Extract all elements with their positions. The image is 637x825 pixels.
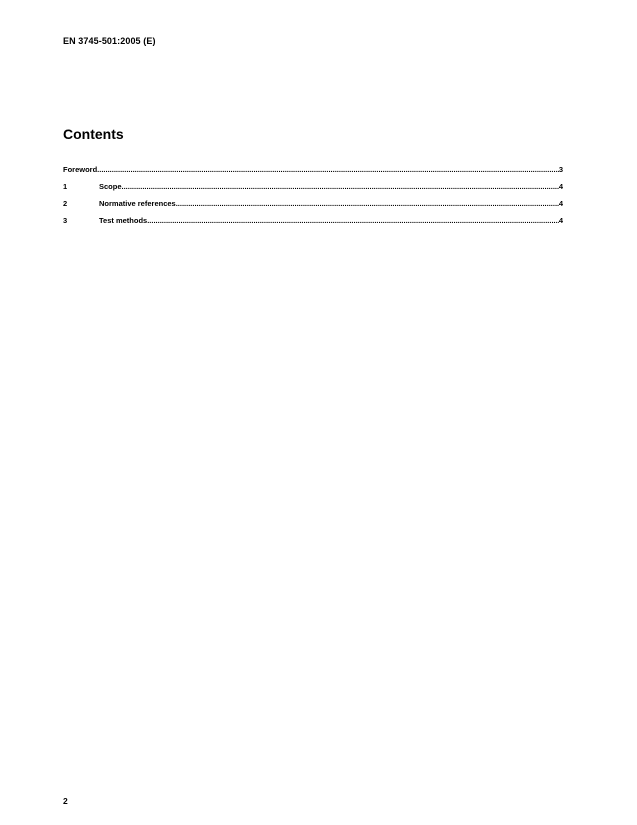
document-header: EN 3745-501:2005 (E) xyxy=(63,36,156,46)
contents-heading: Contents xyxy=(63,126,124,142)
toc-entry-number: 1 xyxy=(63,182,68,191)
toc-entry-title: Test methods xyxy=(99,216,148,225)
toc-entry-foreword[interactable] xyxy=(63,165,563,182)
toc-dot-leader xyxy=(176,199,559,208)
toc-entry-test-methods[interactable] xyxy=(63,216,563,233)
toc-dot-leader xyxy=(97,165,559,174)
toc-entry-number: 2 xyxy=(63,199,68,208)
toc-entry-page: 4 xyxy=(558,182,563,191)
table-of-contents xyxy=(63,165,563,233)
toc-entry-page: 3 xyxy=(558,165,563,174)
toc-entry-title: Foreword xyxy=(63,165,98,174)
toc-entry-title: Normative references xyxy=(99,199,176,208)
toc-entry-page: 4 xyxy=(558,199,563,208)
toc-dot-leader xyxy=(147,216,559,225)
page-number: 2 xyxy=(63,796,68,806)
toc-entry-scope[interactable] xyxy=(63,182,563,199)
toc-entry-normative-references[interactable] xyxy=(63,199,563,216)
toc-entry-title: Scope xyxy=(99,182,122,191)
toc-entry-number: 3 xyxy=(63,216,68,225)
toc-entry-page: 4 xyxy=(558,216,563,225)
toc-dot-leader xyxy=(122,182,559,191)
